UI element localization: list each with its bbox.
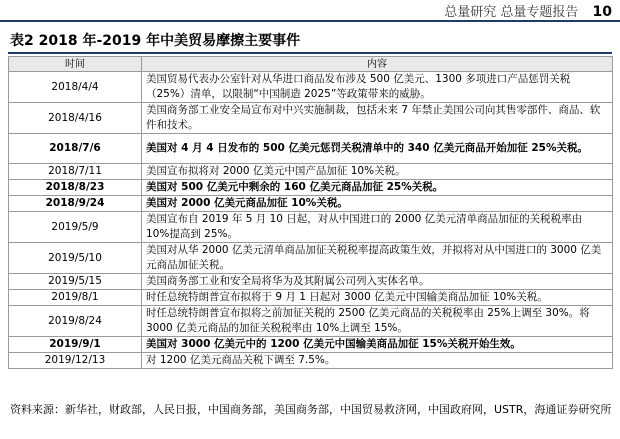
table-row (9, 243, 613, 274)
event-content: 美国宣布自 2019 年 5 月 10 日起，对从中国进口的 2000 亿美元清单商品加征的关税税率由 10%提高到 25%。 (142, 212, 613, 243)
table-body (9, 72, 613, 369)
column-header-content: 内容 (142, 57, 613, 72)
table-row (9, 180, 613, 196)
event-content: 时任总统特朗普宣布拟将于 9 月 1 日起对 3000 亿美元中国输美商品加征 10%关税。 (142, 290, 613, 306)
event-content: 美国对 500 亿美元中剩余的 160 亿美元商品加征 25%关税。 (142, 180, 613, 196)
event-content: 美国商务部工业和安全局将华为及其附属公司列入实体名单。 (142, 274, 613, 290)
event-content: 美国对 3000 亿美元中的 1200 亿美元中国输美商品加征 15%关税开始生效。 (142, 337, 613, 353)
table-row (9, 306, 613, 337)
table-row (9, 72, 613, 103)
table-row (9, 196, 613, 212)
table-title: 表2 2018 年-2019 年中美贸易摩擦主要事件 (10, 33, 301, 49)
event-content: 时任总统特朗普宣布拟将之前加征关税的 2500 亿美元商品的关税税率由 25%上调至 30%。将 3000 亿美元商品的加征关税税率由 10%上调至 15%。 (142, 306, 613, 337)
table-header-row (9, 57, 613, 72)
table-row (9, 103, 613, 134)
event-date: 2019/8/24 (9, 306, 142, 337)
event-date: 2018/4/16 (9, 103, 142, 134)
event-content: 美国对 2000 亿美元商品加征 10%关税。 (142, 196, 613, 212)
event-date: 2019/9/1 (9, 337, 142, 353)
event-content: 美国贸易代表办公室针对从华进口商品发布涉及 500 亿美元、1300 多项进口产品惩罚关税（25%）清单，以限制“中国制造 2025”等政策带来的威胁。 (142, 72, 613, 103)
table-row (9, 274, 613, 290)
table-row (9, 353, 613, 369)
table-row (9, 164, 613, 180)
event-date: 2019/5/10 (9, 243, 142, 274)
event-date: 2019/12/13 (9, 353, 142, 369)
event-date: 2018/4/4 (9, 72, 142, 103)
header-text-group (444, 1, 612, 20)
event-date: 2019/8/1 (9, 290, 142, 306)
event-content: 美国对从华 2000 亿美元清单商品加征关税税率提高政策生效，并拟将对从中国进口的 3000 亿美元商品加征关税。 (142, 243, 613, 274)
source-note: 资料来源：新华社，财政部，人民日报，中国商务部，美国商务部，中国贸易救济网，中国政府网，USTR，海通证券研究所 (10, 403, 612, 416)
header-divider (0, 20, 620, 22)
event-date: 2018/8/23 (9, 180, 142, 196)
page-number: 10 (592, 4, 612, 20)
event-content: 对 1200 亿美元商品关税下调至 7.5%。 (142, 353, 613, 369)
table-row (9, 134, 613, 164)
table-row (9, 290, 613, 306)
event-date: 2019/5/15 (9, 274, 142, 290)
event-content: 美国商务部工业安全局宣布对中兴实施制裁，包括未来 7 年禁止美国公司向其售零部件、商品、软件和技术。 (142, 103, 613, 134)
title-divider (8, 52, 612, 54)
report-category: 总量研究 总量专题报告 (444, 5, 579, 20)
column-header-date: 时间 (9, 57, 142, 72)
event-date: 2018/7/11 (9, 164, 142, 180)
event-date: 2019/5/9 (9, 212, 142, 243)
event-date: 2018/7/6 (9, 134, 142, 164)
page-header (0, 0, 620, 22)
event-content: 美国宣布拟将对 2000 亿美元中国产品加征 10%关税。 (142, 164, 613, 180)
trade-events-table (8, 56, 613, 369)
table-row (9, 337, 613, 353)
event-date: 2018/9/24 (9, 196, 142, 212)
event-content: 美国对 4 月 4 日发布的 500 亿美元惩罚关税清单中的 340 亿美元商品开始加征 25%关税。 (142, 134, 613, 164)
table-row (9, 212, 613, 243)
